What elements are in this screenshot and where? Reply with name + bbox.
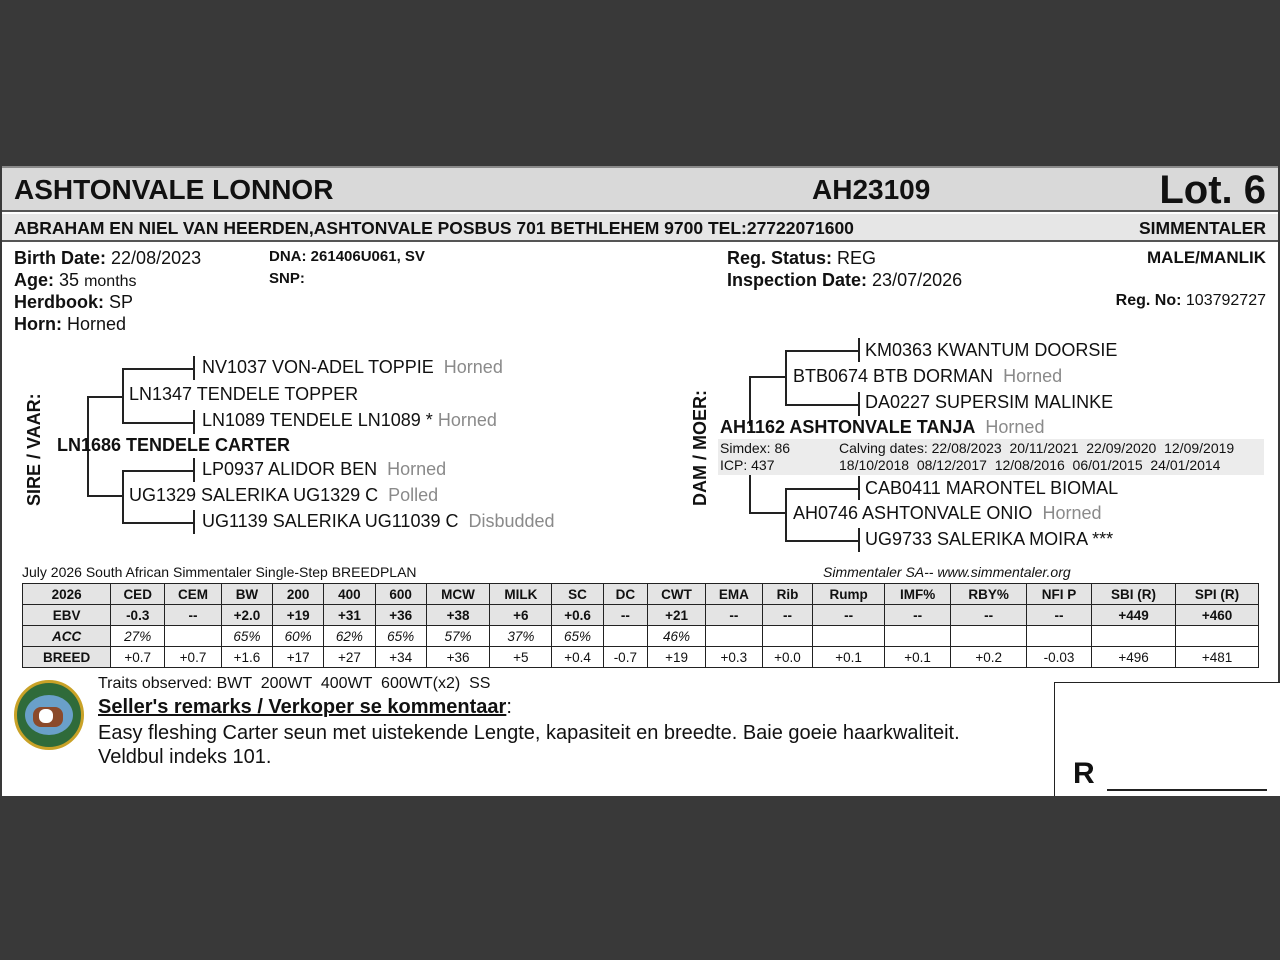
lot-card <box>2 166 1278 796</box>
sire-dam-dam: UG1139 SALERIKA UG11039 C Disbudded <box>202 511 555 531</box>
dam-tree-line <box>785 404 859 406</box>
dam-tree-line <box>785 350 859 352</box>
ebv-cell: -- <box>951 605 1027 626</box>
snp-label: SNP: <box>269 270 305 287</box>
sire-tree-line <box>122 422 194 424</box>
sire-sire-dam: LN1089 TENDELE LN1089 * Horned <box>202 410 497 430</box>
animal-name: ASHTONVALE LONNOR <box>14 174 334 205</box>
headers-cell: Rump <box>813 584 885 605</box>
headers-cell: 200 <box>273 584 324 605</box>
dam-tree-line <box>749 376 785 378</box>
headers-cell: NFI P <box>1027 584 1092 605</box>
acc-cell <box>165 626 222 647</box>
headers-cell: 400 <box>324 584 375 605</box>
dam-tree-line <box>858 528 860 552</box>
acc-cell <box>1176 626 1259 647</box>
headers-cell: CWT <box>648 584 706 605</box>
ebv-cell: +38 <box>426 605 490 626</box>
sire-label: SIRE / VAAR: <box>24 393 44 506</box>
ebv-cell: -- <box>165 605 222 626</box>
sire-tree-line <box>122 470 194 472</box>
price-line <box>1107 789 1267 791</box>
dam-name: AH1162 ASHTONVALE TANJA Horned <box>720 417 1045 437</box>
simmentaler-logo <box>14 680 84 750</box>
ebv-header-row <box>23 584 1259 605</box>
headers-cell: SBI (R) <box>1092 584 1176 605</box>
ebv-cell: -- <box>813 605 885 626</box>
acc-cell: 27% <box>111 626 165 647</box>
breed-cell: +34 <box>375 647 426 668</box>
breed-name: SIMMENTALER <box>1138 218 1266 238</box>
reg-status: Reg. Status: REG <box>727 248 877 268</box>
breed-cell: +17 <box>273 647 324 668</box>
ebv-cell: +6 <box>490 605 552 626</box>
breed-cell: +481 <box>1176 647 1259 668</box>
ebv-cell: +0.6 <box>552 605 603 626</box>
horn-status: Horn: Horned <box>14 314 127 334</box>
acc-cell <box>762 626 813 647</box>
dam-tree-line <box>785 540 859 542</box>
animal-reg-id: AH23109 <box>812 174 931 205</box>
price-box[interactable] <box>1054 682 1280 796</box>
dam-tree-line <box>858 476 860 500</box>
dam-tree-line <box>785 488 787 540</box>
acc-cell: 37% <box>490 626 552 647</box>
ebv-cell: -0.3 <box>111 605 165 626</box>
breedplan-title: July 2026 South African Simmentaler Single-Step BREEDPLAN <box>22 564 417 580</box>
headers-cell: Rib <box>762 584 813 605</box>
sire-tree-line <box>122 470 124 522</box>
acc-cell: 65% <box>552 626 603 647</box>
currency-symbol: R <box>1073 757 1095 790</box>
acc-cell <box>706 626 763 647</box>
remarks-heading: Seller's remarks / Verkoper se kommentaar: <box>98 696 512 718</box>
acc-cell: ACC <box>23 626 111 647</box>
sire-dam: UG1329 SALERIKA UG1329 C Polled <box>129 485 439 505</box>
ebv-cell: +21 <box>648 605 706 626</box>
owner-info: ABRAHAM EN NIEL VAN HEERDEN,ASHTONVALE POSBUS 701 BETHLEHEM 9700 TEL:27722071600 <box>14 218 854 238</box>
dam-sire: BTB0674 BTB DORMAN Horned <box>793 366 1063 386</box>
acc-cell: 57% <box>426 626 490 647</box>
remarks-line-1: Easy fleshing Carter seun met uistekende Lengte, kapasiteit en breedte. Baie goeie haarkwaliteit. <box>98 722 960 744</box>
breed-cell: BREED <box>23 647 111 668</box>
birth-date: Birth Date: 22/08/2023 <box>14 248 202 268</box>
sire-tree-line <box>122 368 194 370</box>
ebv-breed-average-row <box>23 647 1259 668</box>
headers-cell: EMA <box>706 584 763 605</box>
sex: MALE/MANLIK <box>1147 248 1266 267</box>
dam-tree-line <box>785 488 859 490</box>
breed-cell: +0.1 <box>813 647 885 668</box>
breed-cell: +0.1 <box>884 647 950 668</box>
sire-sire-sire: NV1037 VON-ADEL TOPPIE Horned <box>202 357 503 377</box>
acc-cell <box>813 626 885 647</box>
acc-cell <box>1092 626 1176 647</box>
breed-cell: +36 <box>426 647 490 668</box>
breed-cell: -0.7 <box>603 647 647 668</box>
breed-cell: +0.7 <box>111 647 165 668</box>
dam-dam: AH0746 ASHTONVALE ONIO Horned <box>793 503 1102 523</box>
traits-observed: Traits observed: BWT 200WT 400WT 600WT(x2) SS <box>98 675 491 692</box>
dam-dam-sire: CAB0411 MARONTEL BIOMAL <box>865 478 1119 498</box>
sire-tree-line <box>193 510 195 534</box>
headers-cell: RBY% <box>951 584 1027 605</box>
sire-tree-line <box>193 356 195 380</box>
acc-cell: 65% <box>221 626 272 647</box>
headers-cell: SC <box>552 584 603 605</box>
headers-cell: BW <box>221 584 272 605</box>
sire-tree-line <box>122 368 124 422</box>
sire-tree-line <box>122 522 194 524</box>
age: Age: 35 months <box>14 270 137 290</box>
sire-tree-line <box>87 495 122 497</box>
acc-cell <box>884 626 950 647</box>
breed-cell: +0.0 <box>762 647 813 668</box>
breed-cell: +1.6 <box>221 647 272 668</box>
ebv-accuracy-row <box>23 626 1259 647</box>
lot-number: Lot. 6 <box>1159 168 1266 212</box>
sire-tree-line <box>193 410 195 434</box>
ebv-cell: +2.0 <box>221 605 272 626</box>
ebv-cell: -- <box>603 605 647 626</box>
ebv-cell: EBV <box>23 605 111 626</box>
breed-cell: +5 <box>490 647 552 668</box>
breed-cell: +27 <box>324 647 375 668</box>
breed-cell: +0.3 <box>706 647 763 668</box>
dam-dam-dam: UG9733 SALERIKA MOIRA *** <box>865 529 1114 549</box>
headers-cell: 600 <box>375 584 426 605</box>
acc-cell: 60% <box>273 626 324 647</box>
ebv-cell: +36 <box>375 605 426 626</box>
headers-cell: CEM <box>165 584 222 605</box>
sire-tree-line <box>193 458 195 482</box>
breed-cell: +19 <box>648 647 706 668</box>
ebv-cell: -- <box>762 605 813 626</box>
dam-tree-line <box>858 338 860 362</box>
breedplan-website: Simmentaler SA-- www.simmentaler.org <box>823 564 1071 580</box>
calving-dates-1: Calving dates: 22/08/2023 20/11/2021 22/09/2020 12/09/2019 <box>839 440 1235 456</box>
ebv-cell: -- <box>706 605 763 626</box>
dam-sire-sire: KM0363 KWANTUM DOORSIE <box>865 340 1118 360</box>
ebv-value-row <box>23 605 1259 626</box>
ebv-table <box>22 583 1259 668</box>
dam-tree-line <box>749 512 785 514</box>
reg-number: Reg. No: 103792727 <box>1115 292 1266 309</box>
breed-cell: -0.03 <box>1027 647 1092 668</box>
owner-bar <box>2 214 1278 242</box>
ebv-cell: -- <box>1027 605 1092 626</box>
acc-cell <box>603 626 647 647</box>
headers-cell: DC <box>603 584 647 605</box>
breed-cell: +496 <box>1092 647 1176 668</box>
sire-tree-line <box>87 396 122 398</box>
inspection-date: Inspection Date: 23/07/2026 <box>727 270 963 290</box>
ebv-cell: +449 <box>1092 605 1176 626</box>
acc-cell: 46% <box>648 626 706 647</box>
calving-dates-2: 18/10/2018 08/12/2017 12/08/2016 06/01/2015 24/01/2014 <box>839 457 1221 473</box>
herdbook: Herdbook: SP <box>14 292 134 312</box>
sire-name: LN1686 TENDELE CARTER <box>57 435 291 455</box>
ebv-cell: +31 <box>324 605 375 626</box>
dam-tree-line <box>785 350 787 404</box>
headers-cell: MCW <box>426 584 490 605</box>
dam-tree-line <box>858 392 860 416</box>
headers-cell: 2026 <box>23 584 111 605</box>
remarks-line-2: Veldbul indeks 101. <box>98 746 272 768</box>
dam-sire-dam: DA0227 SUPERSIM MALINKE <box>865 392 1114 412</box>
ebv-cell: -- <box>884 605 950 626</box>
icp: ICP: 437 <box>720 457 775 473</box>
headers-cell: CED <box>111 584 165 605</box>
headers-cell: IMF% <box>884 584 950 605</box>
breed-cell: +0.2 <box>951 647 1027 668</box>
dna-info: DNA: 261406U061, SV <box>269 248 425 265</box>
dam-label: DAM / MOER: <box>690 390 710 506</box>
sire-sire: LN1347 TENDELE TOPPER <box>129 384 359 404</box>
simdex: Simdex: 86 <box>720 440 791 456</box>
ebv-cell: +460 <box>1176 605 1259 626</box>
acc-cell <box>951 626 1027 647</box>
acc-cell: 62% <box>324 626 375 647</box>
sire-dam-sire: LP0937 ALIDOR BEN Horned <box>202 459 447 479</box>
headers-cell: SPI (R) <box>1176 584 1259 605</box>
ebv-cell: +19 <box>273 605 324 626</box>
acc-cell: 65% <box>375 626 426 647</box>
headers-cell: MILK <box>490 584 552 605</box>
breed-cell: +0.4 <box>552 647 603 668</box>
breed-cell: +0.7 <box>165 647 222 668</box>
title-bar <box>2 166 1278 212</box>
acc-cell <box>1027 626 1092 647</box>
